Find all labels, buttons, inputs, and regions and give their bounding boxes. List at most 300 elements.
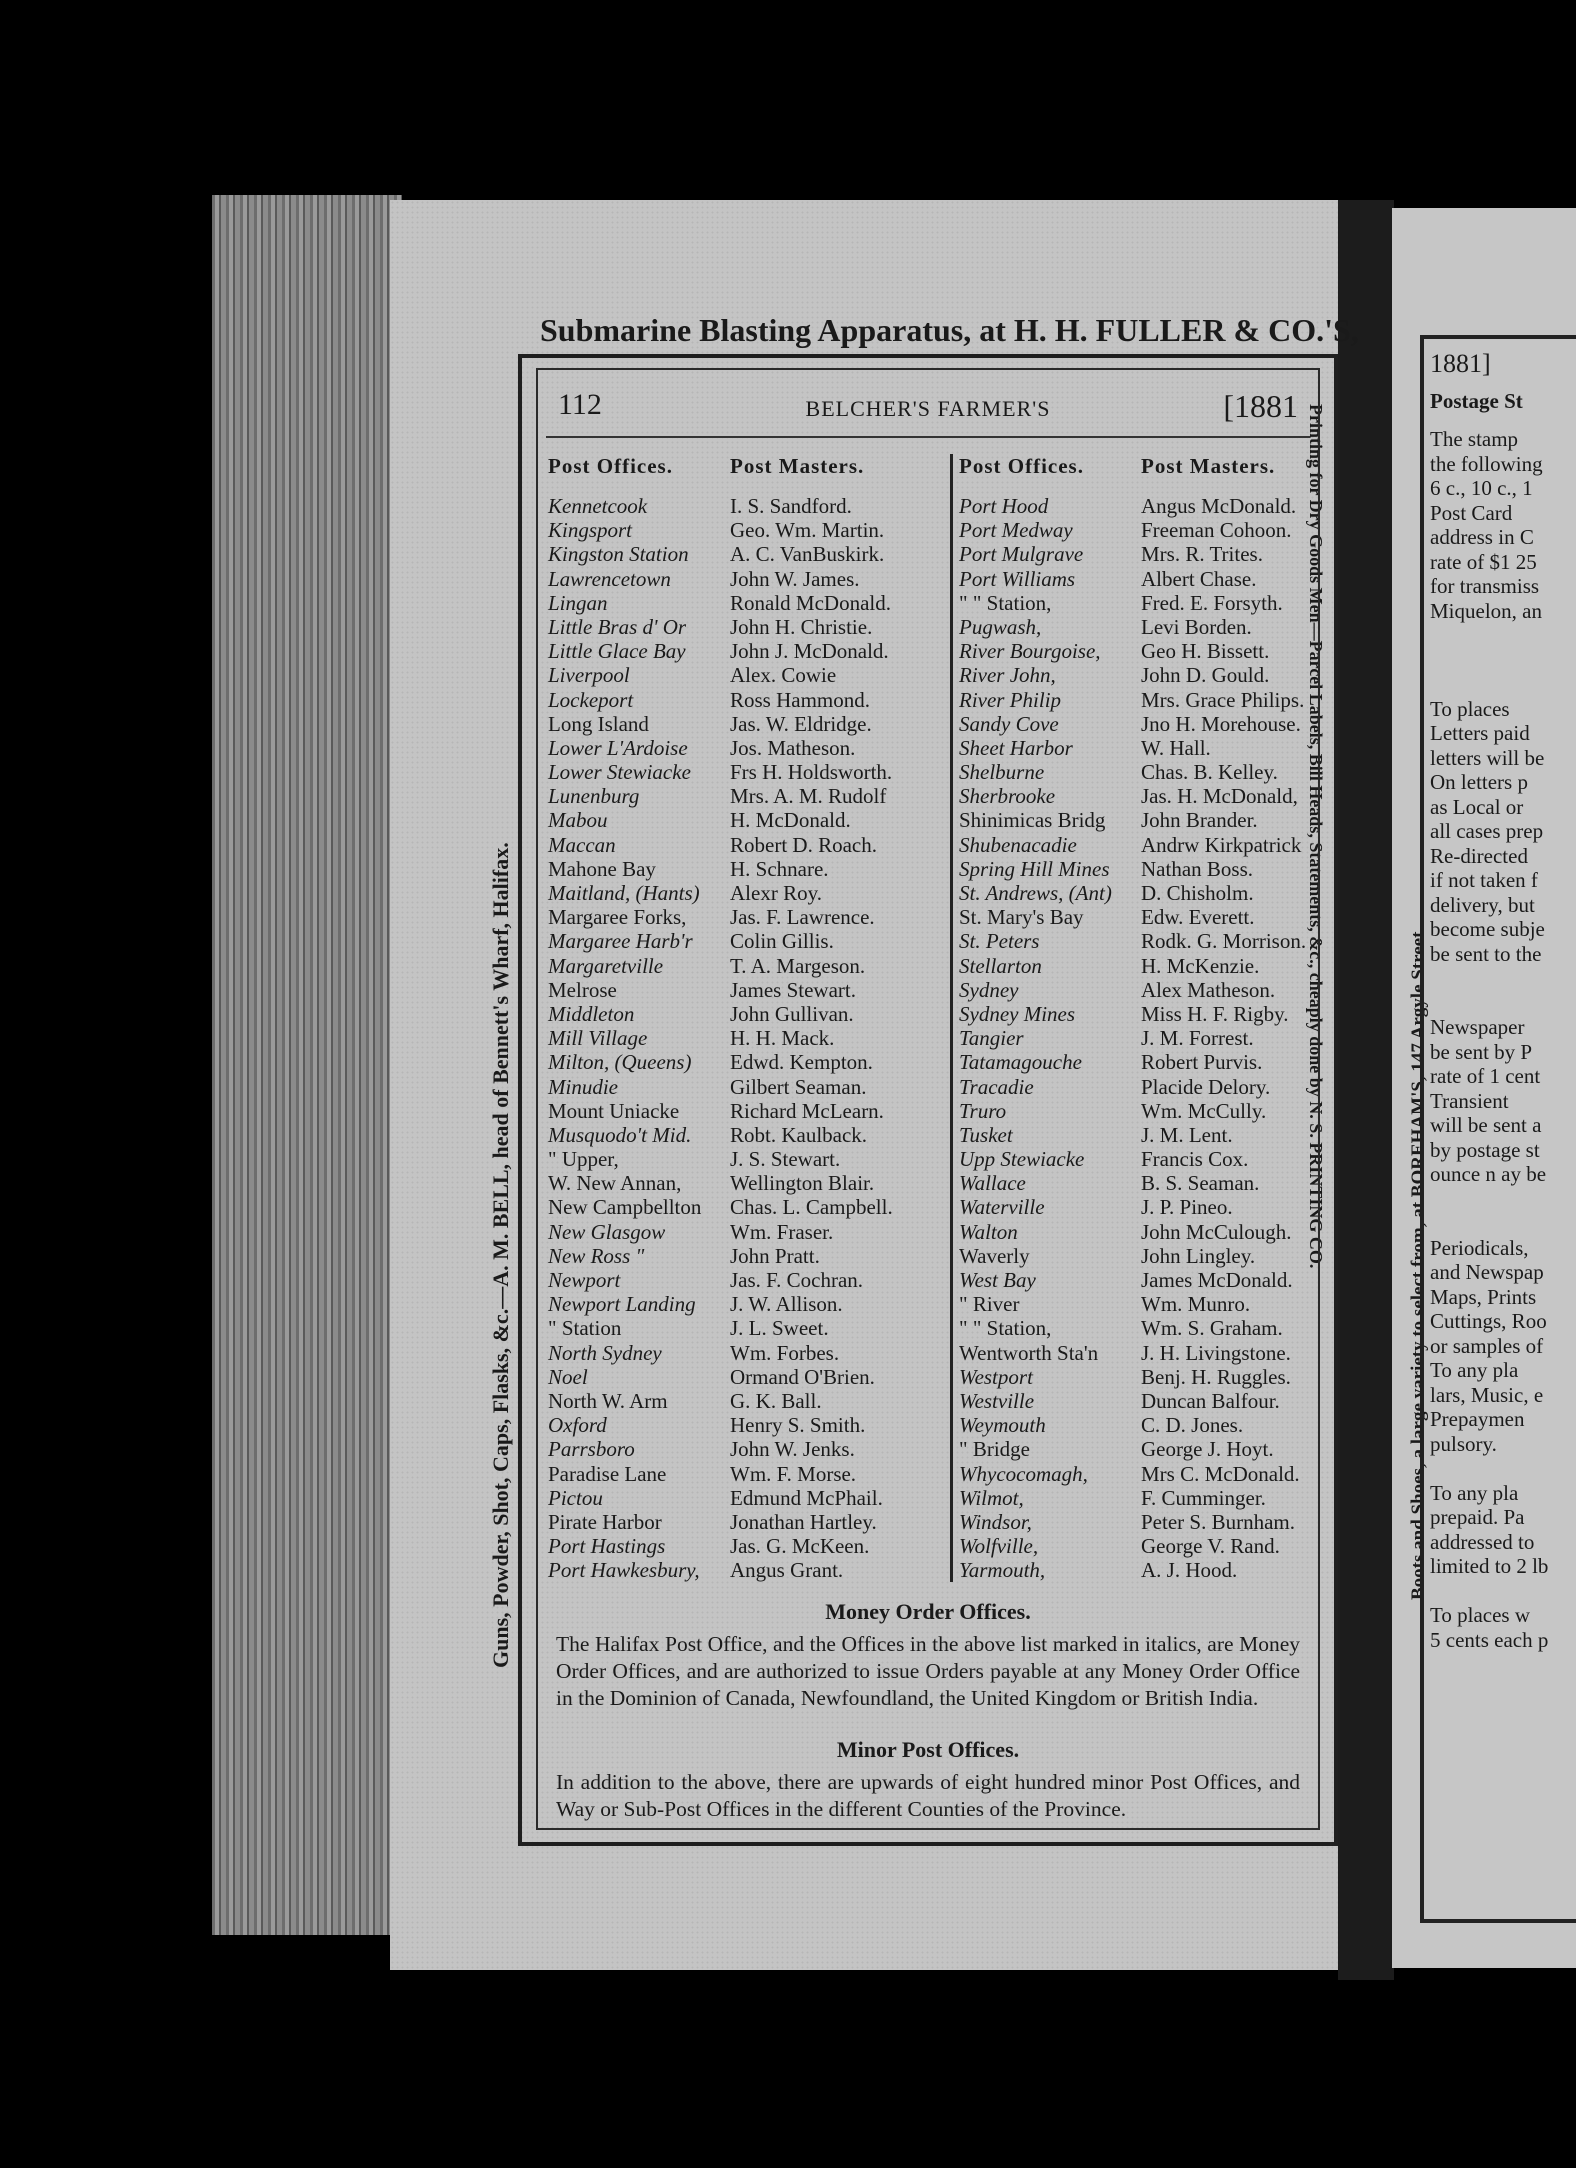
post-office-name: Lunenburg bbox=[548, 784, 640, 809]
table-row bbox=[959, 1558, 1339, 1582]
right-rows bbox=[959, 494, 1339, 1582]
post-office-name: Maitland, (Hants) bbox=[548, 881, 700, 905]
post-office-name: New Campbellton bbox=[548, 1195, 702, 1220]
book-gutter bbox=[1338, 200, 1394, 1980]
table-row bbox=[548, 760, 948, 784]
right-page-line: On letters p bbox=[1430, 770, 1528, 794]
money-order-section bbox=[556, 1598, 1300, 1712]
table-row bbox=[959, 905, 1339, 929]
table-row bbox=[548, 1099, 948, 1123]
right-page-line bbox=[1430, 1211, 1576, 1236]
right-page-lines bbox=[1430, 427, 1576, 1652]
right-page-margin-advertisement: Boots and Shoes, a large variety to select from, at BOREHAM'S, 147 Argyle Street. bbox=[1408, 926, 1429, 1600]
post-office-name: Walton bbox=[959, 1219, 1018, 1244]
post-master-name: H. Schnare. bbox=[730, 856, 829, 881]
post-master-name: Francis Cox. bbox=[1141, 1147, 1249, 1172]
right-page-line: by postage st bbox=[1430, 1137, 1540, 1162]
post-office-name: Westville bbox=[959, 1388, 1035, 1413]
running-title: BELCHER'S FARMER'S bbox=[805, 396, 1051, 421]
post-office-name: Kingsport bbox=[548, 518, 633, 543]
post-office-name: Mahone Bay bbox=[548, 856, 656, 881]
post-master-name: Edw. Everett. bbox=[1141, 905, 1255, 930]
right-page-line: letters will be bbox=[1430, 745, 1545, 770]
post-office-name: River Bourgoise, bbox=[959, 639, 1101, 664]
post-office-name: Milton, (Queens) bbox=[548, 1050, 692, 1075]
table-row bbox=[548, 1462, 948, 1486]
table-row bbox=[548, 1341, 948, 1365]
post-master-name: Placide Delory. bbox=[1141, 1074, 1271, 1099]
table-row bbox=[959, 833, 1339, 857]
table-row bbox=[548, 615, 948, 639]
table-row bbox=[959, 639, 1339, 663]
post-master-name: Ormand O'Brien. bbox=[730, 1364, 875, 1389]
right-page-line bbox=[1430, 623, 1576, 648]
post-master-name: James Stewart. bbox=[730, 977, 856, 1002]
post-office-name: New Ross " bbox=[548, 1243, 645, 1268]
right-page-line bbox=[1430, 1456, 1576, 1481]
post-master-name: A. J. Hood. bbox=[1141, 1558, 1238, 1583]
post-office-name: Lockeport bbox=[548, 687, 634, 712]
post-master-name: Benj. H. Ruggles. bbox=[1141, 1364, 1291, 1389]
post-master-name: Andrw Kirkpatrick bbox=[1141, 832, 1302, 857]
post-master-name: B. S. Seaman. bbox=[1141, 1171, 1260, 1196]
page-number: 112 bbox=[558, 388, 602, 421]
post-office-name: Pirate Harbor bbox=[548, 1509, 662, 1534]
header-advertisement: Submarine Blasting Apparatus, at H. H. FULLER & CO.'S, bbox=[540, 312, 1359, 348]
post-office-name: St. Andrews, (Ant) bbox=[959, 881, 1112, 905]
post-office-name: Newport bbox=[548, 1268, 621, 1292]
table-row bbox=[959, 1486, 1339, 1510]
post-master-name: Alex Matheson. bbox=[1141, 977, 1276, 1002]
right-page-line: will be sent a bbox=[1430, 1113, 1542, 1137]
post-office-name: Margaree Forks, bbox=[548, 905, 687, 930]
post-office-name: Port Williams bbox=[959, 566, 1076, 591]
post-office-name: Sheet Harbor bbox=[959, 735, 1073, 760]
table-row bbox=[548, 1075, 948, 1099]
year-label: [1881 bbox=[1223, 388, 1298, 424]
post-office-name: Sandy Cove bbox=[959, 711, 1059, 736]
right-page-line bbox=[1430, 1579, 1576, 1604]
minor-post-text: In addition to the above, there are upwards of eight hundred minor Post Offices, and Way or Sub-Post Offices in the different Counties of the Province. bbox=[556, 1770, 1300, 1821]
table-row bbox=[959, 1002, 1339, 1026]
table-row bbox=[959, 1389, 1339, 1413]
table-row bbox=[959, 1220, 1339, 1244]
header-post-masters: Post Masters. bbox=[730, 454, 865, 478]
table-row bbox=[548, 1510, 948, 1534]
right-page-line: be sent by P bbox=[1430, 1039, 1533, 1064]
table-row bbox=[959, 1026, 1339, 1050]
inner-frame bbox=[536, 368, 1320, 1830]
post-master-name: Mrs. R. Trites. bbox=[1141, 542, 1263, 567]
right-page-line: 5 cents each p bbox=[1430, 1627, 1549, 1652]
post-office-name: Minudie bbox=[548, 1074, 618, 1099]
post-office-name: Pictou bbox=[548, 1485, 603, 1510]
post-master-name: John J. McDonald. bbox=[730, 639, 889, 664]
post-office-name: Noel bbox=[548, 1364, 588, 1389]
post-office-name: Lawrencetown bbox=[548, 566, 671, 591]
right-page-line bbox=[1430, 672, 1576, 697]
right-page-line: Maps, Prints bbox=[1430, 1284, 1537, 1309]
post-office-name: Oxford bbox=[548, 1413, 607, 1438]
post-office-name: " " Station, bbox=[959, 1316, 1052, 1341]
money-order-text: The Halifax Post Office, and the Offices in the above list marked in italics, are Money Order Offices, and are authorized to issue Orders payable at any Money Order Office in the Dominion of Canada, Newfoundland, the United Kingdom or British India. bbox=[556, 1632, 1300, 1710]
left-rows bbox=[548, 494, 948, 1582]
running-header bbox=[558, 388, 1298, 428]
post-master-name: C. D. Jones. bbox=[1141, 1413, 1244, 1438]
post-office-name: Newport Landing bbox=[548, 1292, 696, 1317]
post-office-name: Port Hastings bbox=[548, 1534, 666, 1559]
table-row bbox=[959, 1195, 1339, 1219]
right-page-line: for transmiss bbox=[1430, 574, 1540, 598]
post-office-name: Parrsboro bbox=[548, 1437, 635, 1462]
post-master-name: Jas. W. Eldridge. bbox=[730, 711, 872, 736]
post-office-name: " River bbox=[959, 1292, 1020, 1317]
post-master-name: Wm. F. Morse. bbox=[730, 1461, 857, 1486]
right-page-line: rate of 1 cent bbox=[1430, 1064, 1541, 1088]
post-office-name: Lower L'Ardoise bbox=[548, 735, 688, 760]
post-master-name: John Lingley. bbox=[1141, 1243, 1256, 1268]
post-office-name: Pugwash, bbox=[959, 614, 1042, 639]
post-office-name: Shelburne bbox=[959, 760, 1045, 785]
post-master-name: Chas. L. Campbell. bbox=[730, 1195, 893, 1220]
header-post-offices: Post Offices. bbox=[959, 454, 1084, 478]
post-master-name: Alex. Cowie bbox=[730, 663, 837, 688]
right-page-line: Miquelon, an bbox=[1430, 598, 1542, 623]
table-row bbox=[959, 1244, 1339, 1268]
post-office-name: " " Station, bbox=[959, 590, 1052, 615]
right-page-line: To any pla bbox=[1430, 1480, 1519, 1505]
right-page-heading: Postage St bbox=[1430, 388, 1523, 413]
post-master-name: J. S. Stewart. bbox=[730, 1147, 841, 1172]
post-office-name: Port Hood bbox=[959, 494, 1049, 518]
post-office-name: " Upper, bbox=[548, 1147, 619, 1172]
post-master-name: Wm. McCully. bbox=[1141, 1098, 1267, 1123]
post-office-name: Liverpool bbox=[548, 663, 630, 688]
table-row bbox=[959, 1075, 1339, 1099]
post-master-name: Mrs. Grace Philips. bbox=[1141, 687, 1305, 712]
post-master-name: Jos. Matheson. bbox=[730, 735, 856, 760]
table-row bbox=[548, 1171, 948, 1195]
post-office-name: Musquodo't Mid. bbox=[548, 1122, 692, 1147]
table-row bbox=[959, 1123, 1339, 1147]
post-office-name: Tracadie bbox=[959, 1074, 1034, 1099]
page-edges bbox=[212, 195, 402, 1935]
post-office-name: Wolfville, bbox=[959, 1534, 1039, 1559]
table-row bbox=[548, 1486, 948, 1510]
post-office-name: Whycocomagh, bbox=[959, 1461, 1088, 1486]
table-row bbox=[959, 1171, 1339, 1195]
post-master-name: Jas. F. Lawrence. bbox=[730, 905, 875, 930]
post-office-name: Port Mulgrave bbox=[959, 542, 1084, 567]
right-page-line: be sent to the bbox=[1430, 941, 1542, 966]
table-row bbox=[548, 1268, 948, 1292]
minor-post-section bbox=[556, 1736, 1300, 1823]
post-master-name: Angus McDonald. bbox=[1141, 494, 1297, 518]
right-page-line: Cuttings, Roo bbox=[1430, 1309, 1547, 1333]
table-row bbox=[548, 1437, 948, 1461]
table-row bbox=[548, 1123, 948, 1147]
table-row bbox=[959, 1437, 1339, 1461]
table-row bbox=[548, 688, 948, 712]
table-row bbox=[548, 1026, 948, 1050]
table-row bbox=[548, 1195, 948, 1219]
table-row bbox=[959, 688, 1339, 712]
post-master-name: Rodk. G. Morrison. bbox=[1141, 929, 1307, 954]
post-office-name: Waterville bbox=[959, 1195, 1045, 1220]
post-master-name: Robert D. Roach. bbox=[730, 832, 877, 857]
table-row bbox=[959, 736, 1339, 760]
post-master-name: Jno H. Morehouse. bbox=[1141, 711, 1301, 736]
post-master-name: Wm. Munro. bbox=[1141, 1292, 1251, 1317]
table-row bbox=[959, 542, 1339, 566]
table-row bbox=[959, 881, 1339, 905]
table-row bbox=[959, 760, 1339, 784]
table-row bbox=[959, 1292, 1339, 1316]
post-office-name: Maccan bbox=[548, 832, 616, 857]
minor-post-heading: Minor Post Offices. bbox=[836, 1737, 1020, 1762]
post-master-name: W. Hall. bbox=[1141, 735, 1211, 760]
table-row bbox=[959, 978, 1339, 1002]
post-office-name: New Glasgow bbox=[548, 1219, 666, 1244]
table-row bbox=[548, 639, 948, 663]
table-row bbox=[959, 929, 1339, 953]
table-row bbox=[548, 929, 948, 953]
right-page-line: addressed to bbox=[1430, 1529, 1535, 1554]
table-row bbox=[959, 1268, 1339, 1292]
post-master-name: Gilbert Seaman. bbox=[730, 1074, 867, 1099]
post-master-name: Albert Chase. bbox=[1141, 566, 1257, 591]
table-row bbox=[959, 1050, 1339, 1074]
table-row bbox=[548, 567, 948, 591]
table-row bbox=[548, 1534, 948, 1558]
post-office-name: St. Mary's Bay bbox=[959, 905, 1084, 930]
right-page-line: address in C bbox=[1430, 525, 1534, 549]
post-office-name: Mabou bbox=[548, 808, 608, 833]
post-office-name: Melrose bbox=[548, 977, 617, 1002]
right-page-line: Re-directed bbox=[1430, 843, 1528, 868]
post-master-name: H. H. Mack. bbox=[730, 1026, 835, 1051]
post-office-name: Mill Village bbox=[548, 1026, 648, 1051]
post-office-name: Port Medway bbox=[959, 518, 1073, 543]
post-master-name: Levi Borden. bbox=[1141, 614, 1252, 639]
right-page-line bbox=[1430, 1187, 1576, 1212]
post-master-name: Angus Grant. bbox=[730, 1558, 844, 1583]
table-row bbox=[548, 833, 948, 857]
right-page-line: lars, Music, e bbox=[1430, 1382, 1544, 1407]
post-office-name: River Philip bbox=[959, 687, 1062, 712]
table-row bbox=[548, 857, 948, 881]
header-post-masters: Post Masters. bbox=[1141, 454, 1276, 478]
post-office-name: Sydney Mines bbox=[959, 1001, 1076, 1026]
table-row bbox=[959, 1316, 1339, 1340]
table-row bbox=[959, 712, 1339, 736]
post-master-name: Edwd. Kempton. bbox=[730, 1050, 873, 1075]
table-row bbox=[959, 808, 1339, 832]
table-row bbox=[548, 1147, 948, 1171]
post-master-name: Mrs. A. M. Rudolf bbox=[730, 784, 887, 809]
table-row bbox=[959, 954, 1339, 978]
post-office-name: " Station bbox=[548, 1316, 622, 1341]
post-master-name: Chas. B. Kelley. bbox=[1141, 760, 1278, 785]
table-row bbox=[548, 518, 948, 542]
post-office-name: Little Bras d' Or bbox=[548, 614, 687, 639]
table-row bbox=[959, 494, 1339, 518]
post-master-name: George J. Hoyt. bbox=[1141, 1437, 1274, 1462]
table-row bbox=[548, 1413, 948, 1437]
post-master-name: Wm. Forbes. bbox=[730, 1340, 840, 1365]
post-master-name: H. McDonald. bbox=[730, 808, 851, 833]
post-office-name: Windsor, bbox=[959, 1509, 1032, 1534]
post-master-name: Fred. E. Forsyth. bbox=[1141, 590, 1283, 615]
table-row bbox=[548, 712, 948, 736]
post-office-name: Shinimicas Bridg bbox=[959, 808, 1106, 833]
post-master-name: Duncan Balfour. bbox=[1141, 1388, 1280, 1413]
post-master-name: John Brander. bbox=[1141, 808, 1258, 833]
table-row bbox=[548, 1558, 948, 1582]
table-row bbox=[548, 1292, 948, 1316]
header-post-offices: Post Offices. bbox=[548, 454, 673, 478]
post-office-name: Paradise Lane bbox=[548, 1461, 667, 1486]
post-master-name: Jas. H. McDonald, bbox=[1141, 784, 1298, 809]
right-page-line: Post Card bbox=[1430, 500, 1513, 525]
post-master-name: John W. James. bbox=[730, 566, 860, 591]
post-office-name: Lingan bbox=[548, 590, 608, 615]
post-office-name: Sydney bbox=[959, 977, 1019, 1002]
post-master-name: Ronald McDonald. bbox=[730, 590, 891, 615]
table-row bbox=[548, 1389, 948, 1413]
table-row bbox=[548, 1316, 948, 1340]
post-master-name: Wellington Blair. bbox=[730, 1171, 875, 1196]
table-row bbox=[548, 1365, 948, 1389]
right-page-line: To any pla bbox=[1430, 1358, 1519, 1382]
post-office-name: West Bay bbox=[959, 1268, 1036, 1292]
right-page-line: if not taken f bbox=[1430, 868, 1538, 892]
post-office-name: Port Hawkesbury, bbox=[548, 1558, 700, 1583]
post-office-name: Lower Stewiacke bbox=[548, 760, 691, 785]
right-page-line: ounce n ay be bbox=[1430, 1162, 1547, 1186]
table-row bbox=[959, 1413, 1339, 1437]
post-master-name: Henry S. Smith. bbox=[730, 1413, 866, 1438]
post-master-name: Mrs C. McDonald. bbox=[1141, 1461, 1300, 1486]
right-margin-advertisement: Printing for Dry Goods Men—Parcel Labels, Bill Heads, Statements, &c., cheaply done by N. S. PRINTING CO. bbox=[1306, 404, 1326, 1269]
table-row bbox=[959, 1462, 1339, 1486]
right-page-line: as Local or bbox=[1430, 794, 1524, 819]
right-page-line: Newspaper bbox=[1430, 1015, 1525, 1039]
right-page-line: or samples of bbox=[1430, 1333, 1544, 1358]
post-master-name: Peter S. Burnham. bbox=[1141, 1509, 1295, 1534]
post-office-name: W. New Annan, bbox=[548, 1171, 682, 1196]
right-page-line: 6 c., 10 c., 1 bbox=[1430, 476, 1533, 500]
money-order-heading: Money Order Offices. bbox=[825, 1599, 1031, 1624]
post-master-name: James McDonald. bbox=[1141, 1268, 1293, 1292]
table-row bbox=[548, 954, 948, 978]
table-row bbox=[959, 591, 1339, 615]
post-office-name: St. Peters bbox=[959, 929, 1040, 954]
right-page-line: all cases prep bbox=[1430, 819, 1544, 843]
post-office-name: Wallace bbox=[959, 1171, 1026, 1196]
post-master-name: John Gullivan. bbox=[730, 1001, 854, 1026]
table-row bbox=[959, 857, 1339, 881]
post-office-name: " Bridge bbox=[959, 1437, 1030, 1462]
post-master-name: J. P. Pineo. bbox=[1141, 1195, 1233, 1220]
post-master-name: Jas. F. Cochran. bbox=[730, 1268, 864, 1292]
right-column bbox=[950, 454, 1339, 1582]
table-row bbox=[959, 1147, 1339, 1171]
table-row bbox=[548, 663, 948, 687]
post-office-name: Tatamagouche bbox=[959, 1050, 1082, 1075]
post-master-name: Nathan Boss. bbox=[1141, 856, 1253, 881]
post-master-name: John McCulough. bbox=[1141, 1219, 1292, 1244]
left-margin-advertisement: Guns, Powder, Shot, Caps, Flasks, &c.—A. M. BELL, head of Bennett's Wharf, Halifax. bbox=[488, 842, 513, 1668]
post-office-name: Upp Stewiacke bbox=[959, 1147, 1085, 1172]
right-page-line: Periodicals, bbox=[1430, 1235, 1529, 1260]
post-master-name: J. W. Allison. bbox=[730, 1292, 843, 1317]
post-master-name: Frs H. Holdsworth. bbox=[730, 760, 893, 785]
table-row bbox=[548, 1220, 948, 1244]
header-rule bbox=[546, 436, 1310, 438]
table-row bbox=[959, 615, 1339, 639]
post-office-name: North W. Arm bbox=[548, 1388, 668, 1413]
post-office-name: Tusket bbox=[959, 1122, 1013, 1147]
post-office-name: Shubenacadie bbox=[959, 832, 1077, 857]
table-row bbox=[959, 663, 1339, 687]
right-page-text bbox=[1430, 352, 1576, 1652]
post-master-name: J. M. Forrest. bbox=[1141, 1026, 1254, 1051]
right-page-line: and Newspap bbox=[1430, 1260, 1544, 1284]
post-office-name: Kingston Station bbox=[548, 542, 689, 567]
post-master-name: J. H. Livingstone. bbox=[1141, 1340, 1291, 1365]
post-master-name: Wm. Fraser. bbox=[730, 1219, 834, 1244]
table-row bbox=[959, 567, 1339, 591]
right-page-line bbox=[1430, 648, 1576, 673]
post-office-name: Truro bbox=[959, 1098, 1007, 1123]
post-master-name: George V. Rand. bbox=[1141, 1534, 1280, 1559]
right-page-line: The stamp bbox=[1430, 427, 1519, 451]
table-row bbox=[548, 881, 948, 905]
right-page-line: To places bbox=[1430, 696, 1510, 721]
post-master-name: G. K. Ball. bbox=[730, 1388, 822, 1413]
post-office-name: Spring Hill Mines bbox=[959, 856, 1110, 881]
post-office-name: Weymouth bbox=[959, 1413, 1046, 1438]
right-page-line: Transient bbox=[1430, 1088, 1509, 1113]
right-page-line bbox=[1430, 966, 1576, 991]
post-master-name: Colin Gillis. bbox=[730, 929, 834, 954]
column-header bbox=[959, 454, 1339, 494]
post-master-name: Jas. G. McKeen. bbox=[730, 1534, 870, 1559]
table-row bbox=[959, 1534, 1339, 1558]
right-page-line: rate of $1 25 bbox=[1430, 549, 1537, 574]
post-office-name: River John, bbox=[959, 663, 1056, 688]
table-row bbox=[548, 1244, 948, 1268]
post-office-name: Stellarton bbox=[959, 953, 1042, 978]
column-header bbox=[548, 454, 948, 494]
table-row bbox=[959, 784, 1339, 808]
post-office-name: North Sydney bbox=[548, 1340, 662, 1365]
table-row bbox=[548, 1002, 948, 1026]
post-master-name: Ross Hammond. bbox=[730, 687, 871, 712]
post-office-name: Mount Uniacke bbox=[548, 1098, 680, 1123]
right-page-line: Prepaymen bbox=[1430, 1407, 1525, 1431]
post-master-name: Jonathan Hartley. bbox=[730, 1509, 877, 1534]
post-master-name: John W. Jenks. bbox=[730, 1437, 855, 1462]
post-office-name: Middleton bbox=[548, 1001, 635, 1026]
table-row bbox=[959, 1365, 1339, 1389]
post-office-name: Yarmouth, bbox=[959, 1558, 1046, 1583]
post-master-name: A. C. VanBuskirk. bbox=[730, 542, 885, 567]
right-page-line: delivery, but bbox=[1430, 892, 1535, 917]
table-row bbox=[548, 905, 948, 929]
post-master-name: Freeman Cohoon. bbox=[1141, 518, 1292, 543]
